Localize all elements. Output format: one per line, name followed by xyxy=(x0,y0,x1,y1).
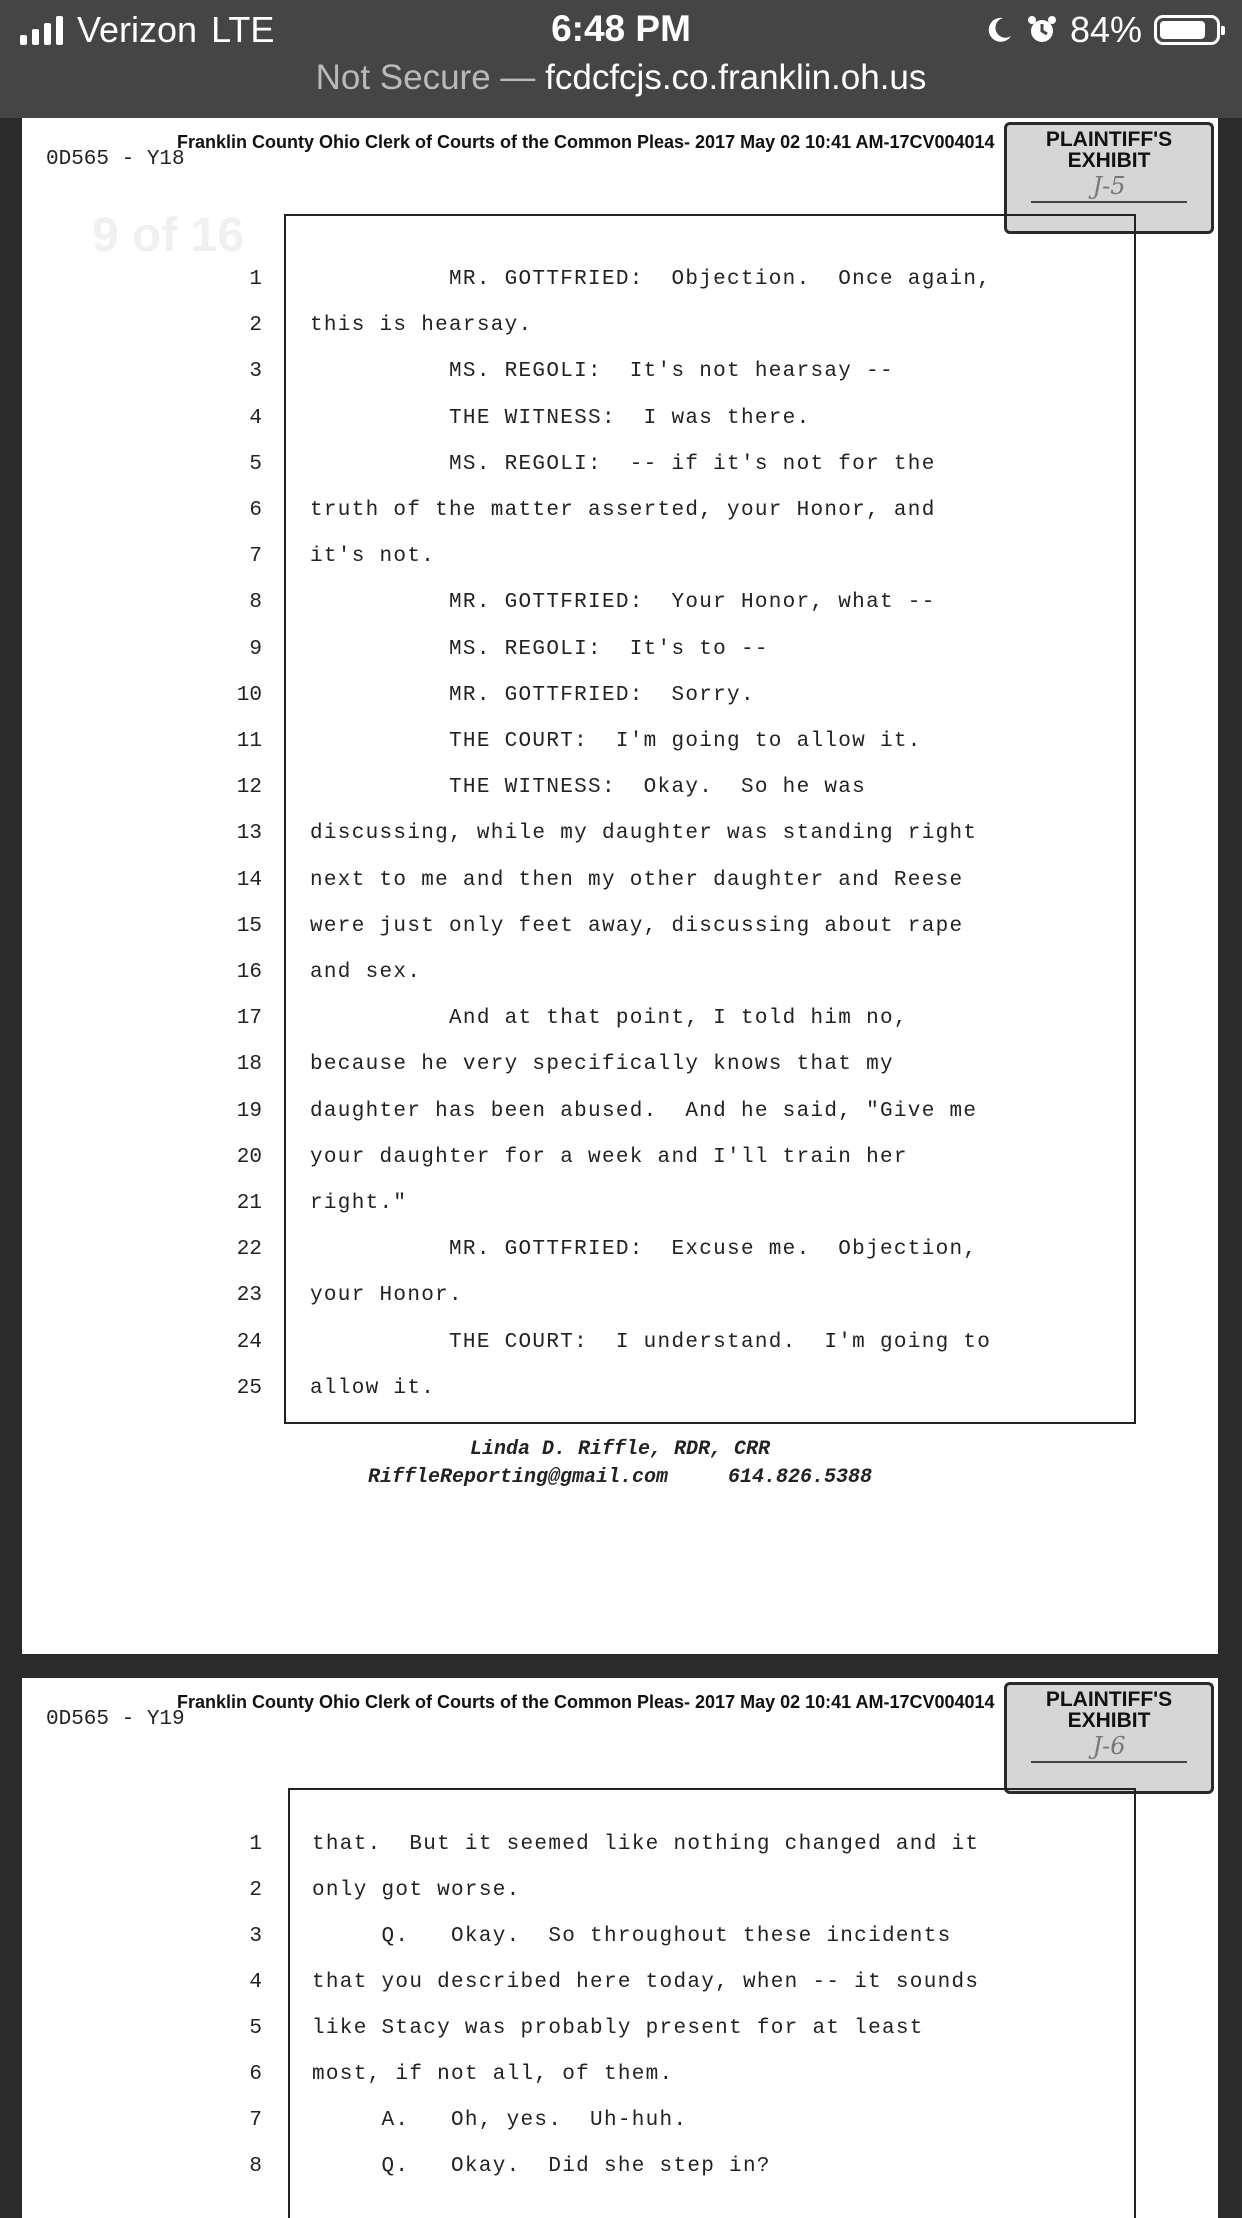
line-number: 17 xyxy=(236,1007,262,1031)
transcript-line xyxy=(22,1053,1218,1099)
transcript-line xyxy=(22,1331,1218,1377)
exhibit-label: EXHIBIT xyxy=(1067,1709,1151,1732)
exhibit-sticker xyxy=(1004,1682,1214,1794)
line-number: 1 xyxy=(249,268,262,291)
line-number: 22 xyxy=(236,1238,262,1262)
transcript-page xyxy=(22,1678,1218,2218)
transcript-line xyxy=(22,2017,1218,2063)
line-number: 15 xyxy=(236,914,262,938)
exhibit-number: J-5 xyxy=(1031,171,1187,203)
clock: 6:48 PM xyxy=(551,8,691,49)
reporter-phone: 614.826.5388 xyxy=(728,1466,873,1489)
line-text: that you described here today, when -- it sounds xyxy=(312,1971,980,1994)
line-text: MR. GOTTFRIED: Excuse me. Objection, xyxy=(310,1238,978,1262)
transcript-line xyxy=(22,1192,1218,1238)
line-text: because he very specifically knows that my xyxy=(310,1053,894,1077)
reporter-email: RiffleReporting@gmail.com xyxy=(367,1466,669,1489)
exhibit-label: EXHIBIT xyxy=(1067,149,1151,172)
battery-percent: 84% xyxy=(1069,9,1142,50)
line-text: most, if not all, of them. xyxy=(312,2063,674,2086)
status-right xyxy=(984,8,1220,52)
line-number: 8 xyxy=(249,591,262,615)
transcript-line xyxy=(22,2063,1218,2109)
line-number: 4 xyxy=(249,406,262,430)
page-watermark: 9 of 16 xyxy=(92,209,245,262)
line-text: truth of the matter asserted, your Honor, and xyxy=(310,499,936,522)
line-number: 12 xyxy=(236,776,262,800)
line-number: 13 xyxy=(236,822,262,846)
line-text: discussing, while my daughter was standing right xyxy=(310,822,978,846)
line-text: MR. GOTTFRIED: Your Honor, what -- xyxy=(310,591,936,615)
line-text: only got worse. xyxy=(312,1879,521,1902)
line-number: 11 xyxy=(236,730,262,753)
transcript-line xyxy=(22,1146,1218,1192)
transcript-line xyxy=(22,1971,1218,2017)
line-text: Q. Okay. Did she step in? xyxy=(312,2155,771,2178)
transcript-line xyxy=(22,1833,1218,1879)
line-text: THE WITNESS: Okay. So he was xyxy=(310,776,867,800)
transcript-line xyxy=(22,591,1218,637)
line-text: MS. REGOLI: It's not hearsay -- xyxy=(310,360,894,384)
transcript-line xyxy=(22,360,1218,406)
transcript-line xyxy=(22,1100,1218,1146)
line-text: THE COURT: I understand. I'm going to xyxy=(310,1330,992,1354)
transcript-line xyxy=(22,1377,1218,1423)
line-text: THE WITNESS: I was there. xyxy=(310,406,811,430)
line-number: 1 xyxy=(249,1833,262,1856)
line-text: MS. REGOLI: -- if it's not for the xyxy=(310,452,936,476)
line-number: 19 xyxy=(236,1099,262,1123)
line-text: right." xyxy=(310,1192,408,1215)
network-type: LTE xyxy=(211,9,275,50)
line-number: 5 xyxy=(249,452,262,476)
transcript-line xyxy=(22,314,1218,360)
line-text: allow it. xyxy=(310,1376,436,1400)
line-number: 18 xyxy=(236,1053,262,1077)
transcript-line xyxy=(22,453,1218,499)
line-text: MR. GOTTFRIED: Objection. Once again, xyxy=(310,268,992,291)
line-text: were just only feet away, discussing about rape xyxy=(310,914,964,938)
transcript-line xyxy=(22,869,1218,915)
transcript-line xyxy=(22,822,1218,868)
transcript-line xyxy=(22,499,1218,545)
line-number: 10 xyxy=(236,683,262,707)
line-number: 7 xyxy=(249,2109,262,2132)
line-number: 2 xyxy=(249,314,262,338)
security-label: Not Secure — xyxy=(315,58,536,97)
transcript-line xyxy=(22,268,1218,314)
address-bar[interactable] xyxy=(0,58,1242,98)
transcript-line xyxy=(22,1925,1218,1971)
line-text: like Stacy was probably present for at least xyxy=(312,2017,924,2040)
line-number: 4 xyxy=(249,1971,262,1994)
transcript-line xyxy=(22,961,1218,1007)
line-number: 3 xyxy=(249,360,262,384)
line-number: 6 xyxy=(249,2063,262,2086)
line-number: 23 xyxy=(236,1284,262,1308)
line-number: 3 xyxy=(249,1925,262,1948)
line-text: it's not. xyxy=(310,545,436,569)
page-id: 0D565 - Y18 xyxy=(46,148,185,171)
line-text: MS. REGOLI: It's to -- xyxy=(310,637,769,661)
line-number: 2 xyxy=(249,1879,262,1902)
transcript-line xyxy=(22,2155,1218,2201)
exhibit-label: PLAINTIFF'S xyxy=(1045,1688,1173,1711)
line-number: 24 xyxy=(236,1330,262,1354)
status-bar xyxy=(0,0,1242,118)
line-text: your Honor. xyxy=(310,1284,463,1308)
line-text: next to me and then my other daughter and Reese xyxy=(310,868,964,892)
line-number: 8 xyxy=(249,2155,262,2178)
reporter-name: Linda D. Riffle, RDR, CRR xyxy=(469,1438,771,1461)
transcript-line xyxy=(22,1238,1218,1284)
page-id: 0D565 - Y19 xyxy=(46,1708,185,1731)
line-text: And at that point, I told him no, xyxy=(310,1007,908,1031)
line-text: Q. Okay. So throughout these incidents xyxy=(312,1925,952,1948)
line-number: 21 xyxy=(236,1192,262,1215)
transcript-page xyxy=(22,118,1218,1654)
line-number: 6 xyxy=(249,499,262,522)
carrier-name: Verizon xyxy=(77,9,198,50)
exhibit-label: PLAINTIFF'S xyxy=(1045,128,1173,151)
line-number: 20 xyxy=(236,1145,262,1169)
clerk-stamp: Franklin County Ohio Clerk of Courts of the Common Pleas- 2017 May 02 10:41 AM-17CV004014 xyxy=(177,1692,995,1712)
line-text: and sex. xyxy=(310,961,422,984)
line-text: daughter has been abused. And he said, "Give me xyxy=(310,1099,978,1123)
exhibit-number: J-6 xyxy=(1031,1731,1187,1763)
transcript-line xyxy=(22,638,1218,684)
line-number: 14 xyxy=(236,868,262,892)
line-text: that. But it seemed like nothing changed and it xyxy=(312,1833,980,1856)
line-text: A. Oh, yes. Uh-huh. xyxy=(312,2109,688,2132)
line-number: 5 xyxy=(249,2017,262,2040)
line-text: your daughter for a week and I'll train her xyxy=(310,1145,908,1169)
clerk-stamp: Franklin County Ohio Clerk of Courts of the Common Pleas- 2017 May 02 10:41 AM-17CV004014 xyxy=(177,132,995,152)
transcript-line xyxy=(22,1007,1218,1053)
url-domain: fcdcfcjs.co.franklin.oh.us xyxy=(545,58,927,97)
transcript-line xyxy=(22,2109,1218,2155)
line-number: 7 xyxy=(249,545,262,569)
line-text: this is hearsay. xyxy=(310,314,533,338)
line-number: 9 xyxy=(249,637,262,661)
transcript-line xyxy=(22,684,1218,730)
transcript-line xyxy=(22,915,1218,961)
transcript-line xyxy=(22,407,1218,453)
moon-icon xyxy=(984,15,1014,45)
reporter-contact xyxy=(22,1466,1218,1489)
line-number: 16 xyxy=(236,961,262,984)
transcript-line xyxy=(22,730,1218,776)
line-number: 25 xyxy=(236,1376,262,1400)
transcript-line xyxy=(22,1284,1218,1330)
transcript-line xyxy=(22,545,1218,591)
transcript-line xyxy=(22,776,1218,822)
battery-icon xyxy=(1154,15,1220,45)
line-text: THE COURT: I'm going to allow it. xyxy=(310,730,922,753)
transcript-line xyxy=(22,1879,1218,1925)
line-text: MR. GOTTFRIED: Sorry. xyxy=(310,683,755,707)
alarm-icon xyxy=(1026,14,1058,46)
